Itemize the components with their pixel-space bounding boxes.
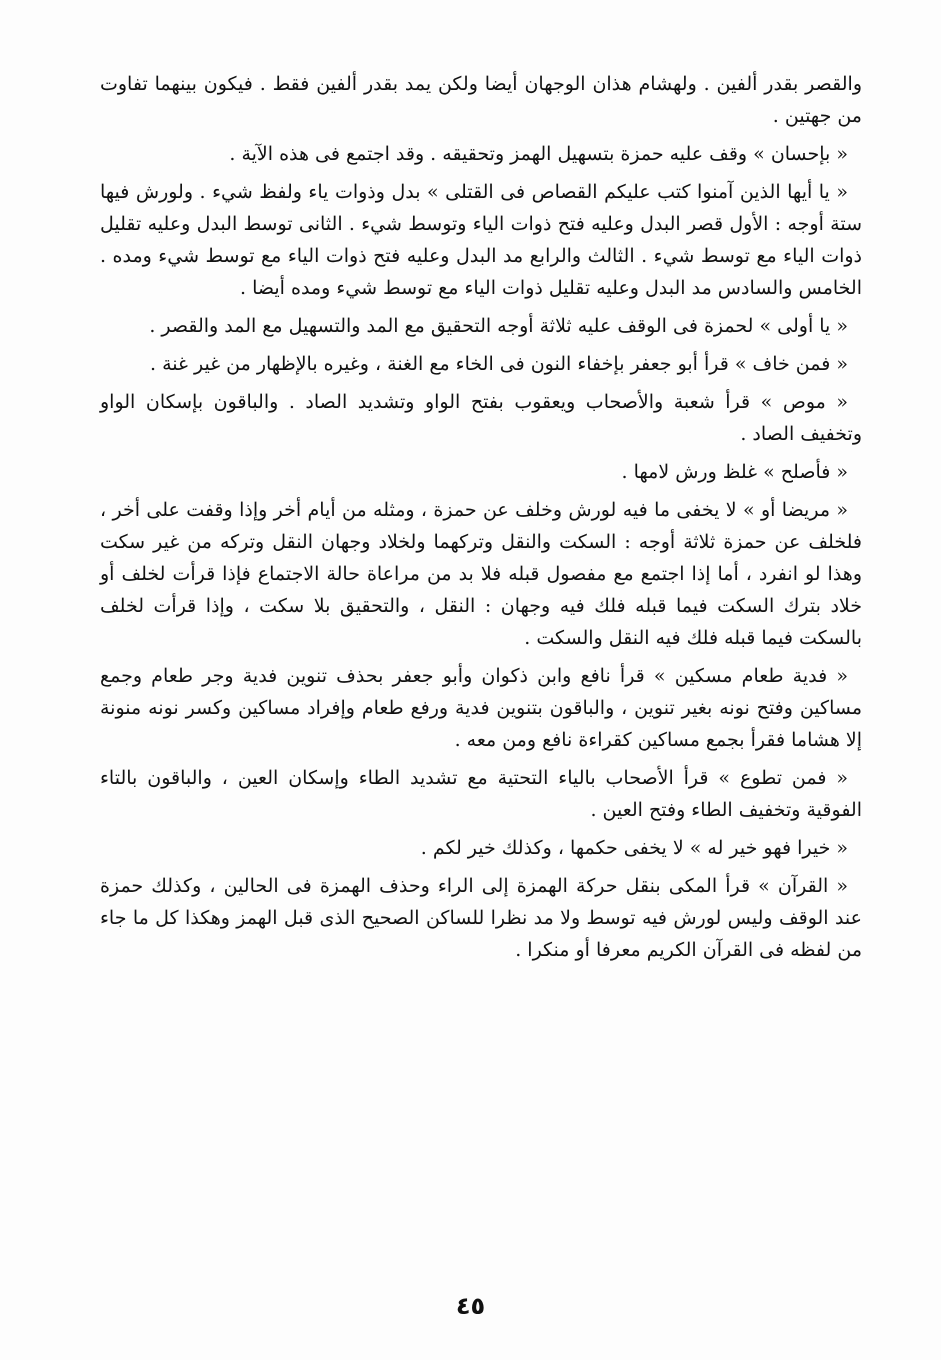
paragraph-1: والقصر بقدر ألفين . ولهشام هذان الوجهان أيضا ولكن يمد بقدر ألفين فقط . فيكون بينهما تفاوت من جهتين . bbox=[100, 73, 862, 127]
paragraph-9: « فدية طعام مسكين » قرأ نافع وابن ذكوان وأبو جعفر بحذف تنوين فدية وجر طعام وجمع مساكين وفتح نونه بغير تنوين ، والباقون بتنوين فدية ورفع طعام وإفراد مساكين وكسر نونه منونة إلا هشاما فقرأ بجمع مساكين كقراءة نافع ومن معه . bbox=[100, 665, 862, 751]
paragraph-2: « بإحسان » وقف عليه حمزة بتسهيل الهمز وتحقيقه . وقد اجتمع فى هذه الآية . bbox=[229, 143, 848, 165]
paragraph-8: « مريضا أو » لا يخفى ما فيه لورش وخلف عن حمزة ، ومثله من أيام أخر وإذا وقفت على أخر ، فلخلف عن حمزة ثلاثة أوجه : السكت والنقل وتركهما ولخلاد وجهان النقل وتركه من غير سكت وهذا لو انفرد ، أما إذا اجتمع مع مفصول قبله فلا بد من مراعاة حالة الاجتماع فإذا قرأت لخلف أو خلاد بترك السكت فيما قبله فلك فيه وجهان : النقل ، والتحقيق بلا سكت ، وإذا قرأت لخلف بالسكت فيما قبله فلك فيه النقل والسكت . bbox=[100, 499, 862, 649]
page-number: ٤٥ bbox=[455, 1292, 486, 1320]
paragraph-10: « فمن تطوع » قرأ الأصحاب بالياء التحتية مع تشديد الطاء وإسكان العين ، والباقون بالتاء الفوقية وتخفيف الطاء وفتح العين . bbox=[100, 767, 862, 821]
body-text bbox=[100, 68, 862, 972]
paragraph-5: « فمن خاف » قرأ أبو جعفر بإخفاء النون فى الخاء مع الغنة ، وغيره بالإظهار من غير غنة . bbox=[150, 353, 848, 375]
paragraph-11: « خيرا فهو خير له » لا يخفى حكمها ، وكذلك خير لكم . bbox=[420, 837, 848, 859]
paragraph-6: « موص » قرأ شعبة والأصحاب ويعقوب بفتح الواو وتشديد الصاد . والباقون بإسكان الواو وتخفيف الصاد . bbox=[100, 391, 862, 445]
paragraph-3: « يا أيها الذين آمنوا كتب عليكم القصاص فى القتلى » بدل وذوات ياء ولفظ شيء . ولورش فيها ستة أوجه : الأول قصر البدل وعليه فتح ذوات الياء وتوسط شيء . الثانى توسط البدل وعليه تقليل ذوات الياء مع توسط شيء . الثالث والرابع مد البدل وعليه فتح ذوات الياء مع توسط شيء ومده . الخامس والسادس مد البدل وعليه تقليل ذوات الياء مع توسط شيء ومده أيضا . bbox=[100, 181, 862, 299]
paragraph-7: « فأصلح » غلظ ورش لامها . bbox=[621, 461, 848, 483]
paragraph-4: « يا أولى » لحمزة فى الوقف عليه ثلاثة أوجه التحقيق مع المد والتسهيل مع المد والقصر . bbox=[149, 315, 848, 337]
paragraph-12: « القرآن » قرأ المكى بنقل حركة الهمزة إلى الراء وحذف الهمزة فى الحالين ، وكذلك حمزة عند الوقف وليس لورش فيه توسط ولا مد نظرا للساكن الصحيح الذى قبل الهمز وهكذا كل ما جاء من لفظه فى القرآن الكريم معرفا أو منكرا . bbox=[100, 875, 862, 961]
